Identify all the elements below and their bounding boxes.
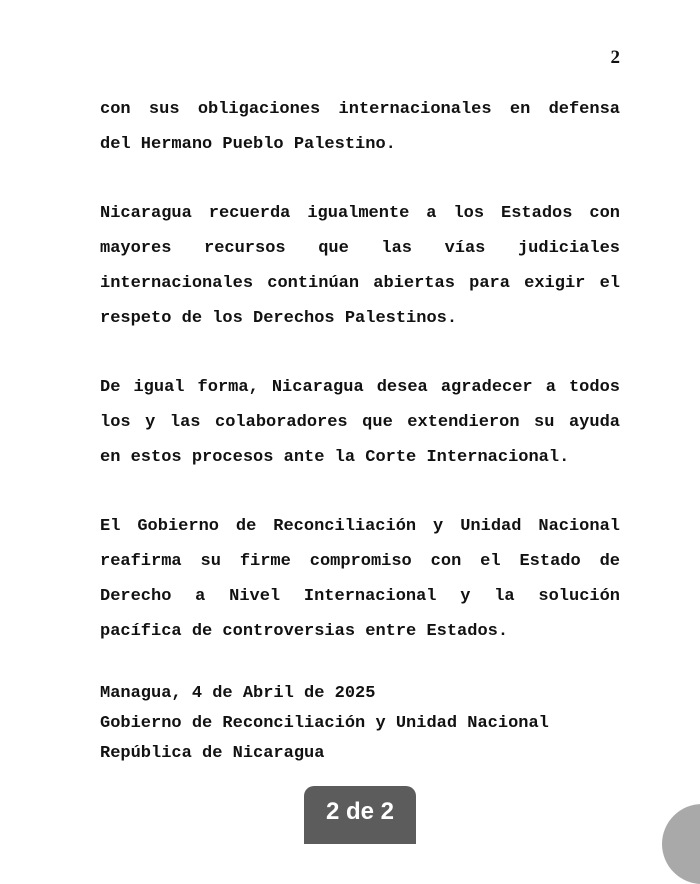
floating-action-button[interactable] <box>662 804 700 884</box>
paragraph-1: con sus obligaciones internacionales en defensa del Hermano Pueblo Palestino. <box>100 100 620 154</box>
paragraph-3: De igual forma, Nicaragua desea agradecer a todos los y las colaboradores que extendieron su ayuda en estos procesos ante la Corte Internacional. <box>100 378 620 467</box>
paragraph-2: Nicaragua recuerda igualmente a los Estados con mayores recursos que las vías judiciales internacionales continúan abiertas para exigir el respeto de los Derechos Palestinos. <box>100 204 620 328</box>
place-date: Managua, 4 de Abril de 2025 <box>100 684 376 703</box>
paragraph-4: El Gobierno de Reconciliación y Unidad Nacional reafirma su firme compromiso con el Estado de Derecho a Nivel Internacional y la solución pacífica de controversias entre Estados. <box>100 517 620 641</box>
country-name: República de Nicaragua <box>100 744 325 763</box>
page-indicator-badge: 2 de 2 <box>304 786 416 844</box>
document-body <box>100 92 620 769</box>
government-name: Gobierno de Reconciliación y Unidad Nacional <box>100 714 549 733</box>
page-number: 2 <box>610 47 620 68</box>
signature-block <box>100 679 620 769</box>
